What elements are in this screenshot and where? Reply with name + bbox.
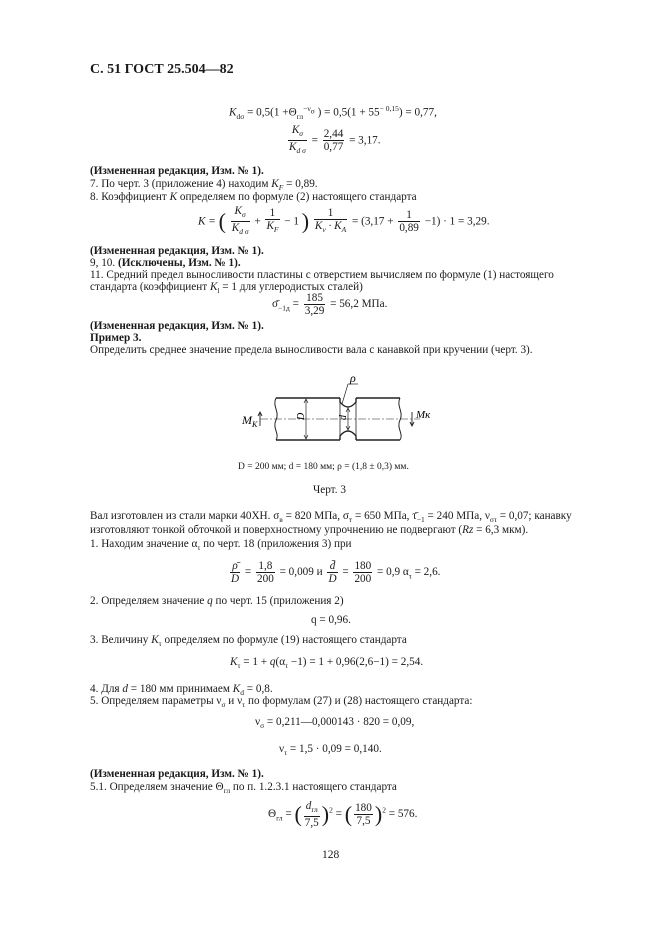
d-label: d bbox=[338, 415, 349, 420]
paragraph: стандарта (коэффициент $K_l = 1$ для углеродистых сталей) bbox=[90, 281, 363, 296]
paragraph: Определить среднее значение предела выносливости вала с канавкой при кручении (черт. 3). bbox=[90, 344, 533, 356]
D-label: D bbox=[296, 412, 307, 420]
formula-theta: $\Theta_{гл}$ = ( $\frac{d_{гл}}{7,5}$ )$^2$ = ( $\frac{180}{7,5}$ )$^2$ = 576. bbox=[268, 800, 418, 830]
paragraph: 2. Определяем значение q по черт. 15 (приложения 2) bbox=[90, 595, 344, 607]
page-header: С. 51 ГОСТ 25.504—82 bbox=[90, 62, 234, 77]
paragraph: Вал изготовлен из стали марки 40ХН. $\sigma_в = 820$ МПа, $\sigma_т = 650$ МПа, $\taū_{-1} = 240$ МПа, $\nu_{\sigma\tau} = 0,07$; канавку bbox=[90, 510, 572, 525]
paragraph: 3. Величину $K_\tau$ определяем по формуле (19) настоящего стандарта bbox=[90, 634, 407, 649]
formula-kt: $K_\tau = 1 + q(\alpha_\tau -1) = 1 + 0,96(2,6-1) = 2,54$. bbox=[230, 656, 424, 671]
figure-title: Черт. 3 bbox=[313, 484, 346, 496]
paragraph: 9, 10. (Исключены, Изм. № 1). bbox=[90, 257, 241, 269]
formula-sigma: $\sigmā_{-1д}$ = $\frac{185}{3,29}$ = 56,2 МПа. bbox=[272, 292, 388, 317]
formula-ratio: $\frac{K_\sigma}{K_{d \sigma}}$ = $\frac{2,44}{0,77}$ = 3,17. bbox=[289, 124, 381, 156]
formula-nu-sigma: $\nu_\sigma$ = 0,211—0,000143 · 820 = 0,09, bbox=[255, 716, 415, 731]
paragraph: 11. Средний предел выносливости пластины с отверстием вычисляем по формуле (1) настоящего bbox=[90, 269, 554, 281]
rho-label: ρ bbox=[350, 372, 356, 385]
paragraph: 1. Находим значение $\alpha_\tau$ по черт. 18 (приложения 3) при bbox=[90, 538, 352, 553]
paragraph: 4. Для d = 180 мм принимаем $K_d = 0,8$. bbox=[90, 683, 273, 698]
torque-label-right: Mк bbox=[416, 409, 431, 421]
page-number: 128 bbox=[322, 849, 340, 861]
revision-note: (Измененная редакция, Изм. № 1). bbox=[90, 768, 264, 780]
paragraph: 8. Коэффициент K определяем по формуле (2) настоящего стандарта bbox=[90, 191, 417, 203]
torque-label-left: $M_K$ bbox=[242, 413, 258, 429]
revision-note: (Измененная редакция, Изм. № 1). bbox=[90, 320, 264, 332]
paragraph: 5.1. Определяем значение $\Theta_{гл}$ по п. 1.2.3.1 настоящего стандарта bbox=[90, 781, 397, 796]
shaft-drawing bbox=[230, 372, 450, 452]
formula-kd-sigma: $K_{d\sigma} = 0,5(1 +\Theta_{гл}^{-\nu_\sigma}$ ) = $0,5(1 + 55^{- 0,15}) = 0,77$, bbox=[229, 104, 437, 121]
paragraph: 7. По черт. 3 (приложение 4) находим $K_F = 0,89$. bbox=[90, 178, 318, 193]
formula-k: K = ( $\frac{K_\sigma}{K_{d \sigma}}$ + $\frac{1}{K_F}$ − 1 ) $\frac{1}{K_v \cdot K_A}$ = (3,17 + $\frac{1}{0,89}$ −1) · 1 = 3,29. bbox=[198, 205, 490, 237]
figure-caption: D = 200 мм; d = 180 мм; ρ = (1,8 ± 0,3) мм. bbox=[238, 462, 409, 472]
example-heading: Пример 3. bbox=[90, 332, 142, 344]
formula-nu-tau: $\nu_\tau = 1,5 \cdot 0,09 = 0,140$. bbox=[279, 743, 382, 758]
revision-note: (Измененная редакция, Изм. № 1). bbox=[90, 165, 264, 177]
revision-note: (Измененная редакция, Изм. № 1). bbox=[90, 245, 264, 257]
formula-alpha: $\frac{\rhō}{D}$ = $\frac{1,8}{200}$ = 0,009 и $\frac{d̄}{D}$ = $\frac{180}{200}$ = 0,9 $\alpha_\tau = 2,6$. bbox=[231, 560, 441, 585]
paragraph: изготовляют тонкой обточкой и поверхностному упрочнению не подвергают (Rz = 6,3 мкм). bbox=[90, 524, 529, 536]
paragraph: 5. Определяем параметры $\nu_\sigma$ и $\nu_\tau$ по формулам (27) и (28) настоящего стандарта: bbox=[90, 695, 473, 710]
formula-q: q = 0,96. bbox=[311, 614, 351, 626]
